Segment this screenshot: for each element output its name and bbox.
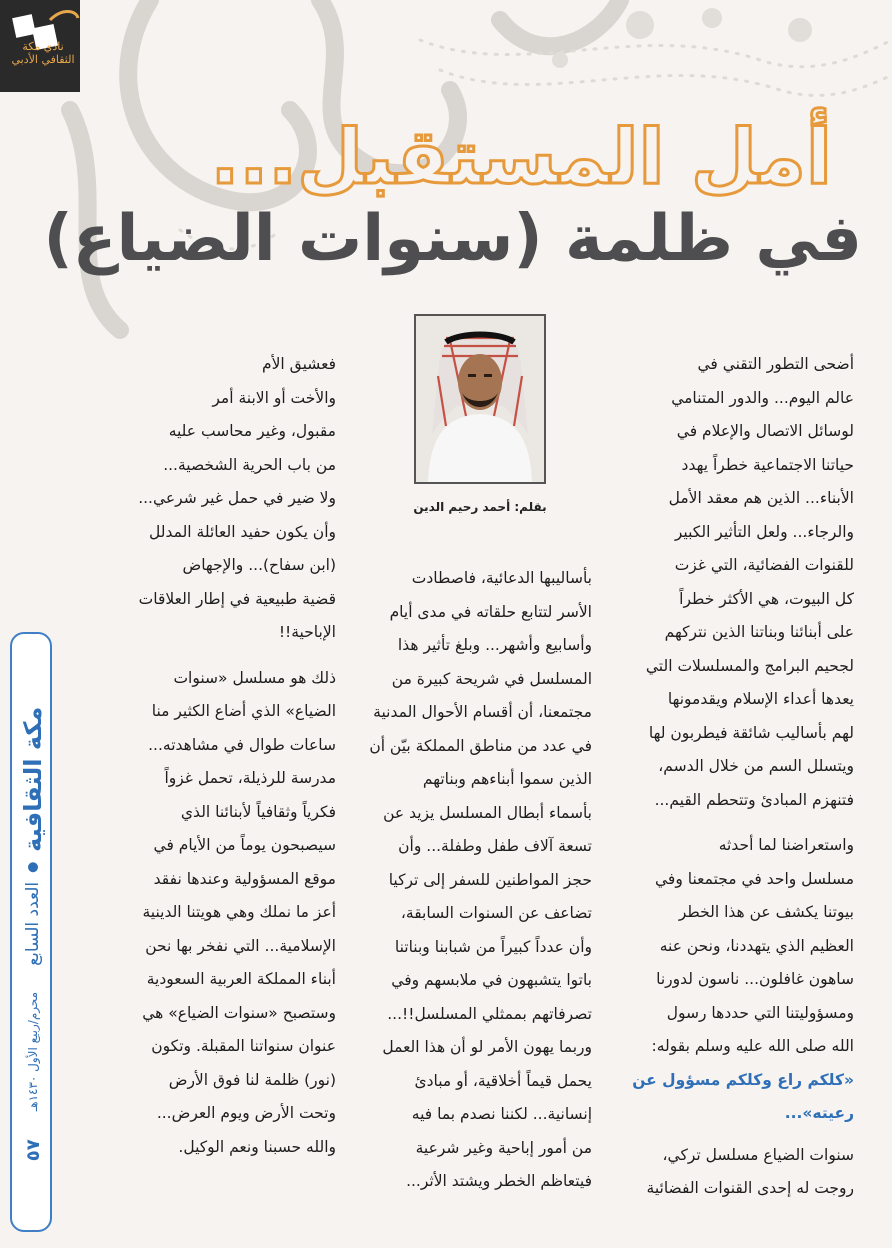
text-line: مسلسل واحد في مجتمعنا وفي	[654, 869, 854, 888]
text-line: الأسر لتتابع حلقاته في مدى أيام	[389, 602, 592, 621]
text-line: يعدها أعداء الإسلام ويقدمونها	[667, 690, 854, 708]
text-line: سيصبحون يوماً من الأيام في	[153, 836, 336, 854]
text-line: قضية طبيعية في إطار العلاقات	[138, 589, 336, 608]
text-line: (ابن سفاح)... والإجهاض	[182, 556, 336, 574]
text-line: «كلكم راع وكلكم مسؤول عن	[632, 1070, 854, 1089]
issue-label: العدد السابع	[23, 881, 43, 966]
text-line: ومسؤوليتنا التي حددها رسول	[666, 1003, 854, 1022]
text-line: وتحت الأرض ويوم العرض...	[156, 1104, 336, 1122]
column-right-lines	[616, 348, 854, 1064]
text-line: لهم بأساليب شائقة فيطربون لها	[648, 723, 854, 742]
text-line: المسلسل في شريحة كبيرة من	[391, 669, 592, 688]
text-line: الإباحية!!	[278, 623, 336, 641]
text-line: تضاعف عن السنوات السابقة،	[400, 904, 592, 922]
magazine-sidebar	[10, 632, 52, 1232]
text-line: روجت له إحدى القنوات الفضائية	[646, 1179, 854, 1197]
text-line: مقبول، وغير محاسب عليه	[168, 422, 336, 440]
text-line: مجتمعنا، أن أقسام الأحوال المدنية	[373, 703, 592, 721]
text-line: ويتسلل السم من خلال الدسم،	[658, 757, 854, 775]
text-line: أعز ما نملك وهي هويتنا الدينية	[142, 903, 336, 921]
text-line: أضحى التطور التقني في	[697, 355, 854, 373]
text-line: وأن عدداً كبيراً من شبابنا وبناتنا	[394, 937, 592, 956]
text-line: عالم اليوم... والدور المتنامي	[671, 388, 854, 407]
text-line: على أبنائنا وبناتنا الذين نتركهم	[664, 623, 854, 641]
bullet-dot-icon	[28, 862, 38, 872]
text-line: بأساليبها الدعائية، فاصطادت	[411, 569, 592, 587]
sidebar-content	[19, 707, 47, 1162]
author-byline: بقلم: أحمد رحيم الدين	[413, 500, 547, 514]
text-line: وأسابيع وأشهر... وبلغ تأثير هذا	[397, 636, 592, 654]
column-left-lines	[84, 348, 336, 1164]
text-line: واستعراضنا لما أحدثه	[718, 836, 854, 854]
text-line: في عدد من مناطق المملكة بيّن أن	[369, 736, 592, 755]
text-line: ساهون غافلون... ناسون لدورنا	[656, 970, 854, 988]
club-logo	[0, 0, 80, 92]
text-line: ساعات طوال في مشاهدته...	[148, 735, 336, 754]
article-subtitle: في ظلمة (سنوات الضياع)	[43, 202, 862, 276]
column-right-end-lines	[616, 1139, 854, 1206]
text-line: الذين سموا أبناءهم وبناتهم	[422, 770, 592, 788]
magazine-name: مكة الثقافية	[19, 706, 47, 852]
text-line: إنسانية... لكننا نصدم بما فيه	[411, 1105, 592, 1123]
text-line: تسعة آلاف طفل وطفلة... وأن	[398, 837, 592, 855]
text-line: رعيته»...	[784, 1104, 854, 1122]
text-line: الضياع» الذي أضاع الكثير منا	[151, 702, 336, 720]
issue-date: محرم/ربيع الأول ١٤٣٠هـ	[26, 991, 40, 1112]
text-line: الأبناء... الذين هم معقد الأمل	[668, 489, 854, 507]
article-column-left	[84, 348, 336, 1164]
hadith-quote	[616, 1064, 854, 1131]
text-line: يحمل قيماً أخلاقية، أو مبادئ	[414, 1071, 592, 1090]
text-line: والرجاء... ولعل التأثير الكبير	[674, 522, 854, 541]
logo-text: نادي مكة الثقافي الأدبي	[11, 40, 75, 66]
text-line: تصرفاتهم بممثلي المسلسل!!...	[387, 1004, 592, 1023]
text-line: الإسلامية... التي نفخر بها نحن	[145, 936, 336, 955]
text-line: فعشيق الأم	[262, 355, 336, 373]
author-photo	[414, 314, 546, 484]
text-line: لجحيم البرامج والمسلسلات التي	[645, 656, 854, 675]
article-column-middle	[362, 562, 592, 1199]
text-line: من باب الحرية الشخصية...	[163, 455, 336, 474]
text-line: سنوات الضياع مسلسل تركي،	[662, 1145, 854, 1164]
text-line: للقنوات الفضائية، التي غزت	[674, 556, 854, 574]
text-line: والله حسبنا ونعم الوكيل.	[178, 1137, 336, 1156]
column-middle-lines	[362, 562, 592, 1199]
article-title: أمل المستقبل...	[210, 112, 832, 201]
text-line: لوسائل الاتصال والإعلام في	[676, 422, 854, 440]
text-line: (نور) ظلمة لنا فوق الأرض	[168, 1070, 336, 1089]
text-line: مدرسة للرذيلة، تحمل غزواً	[164, 769, 336, 787]
text-line: ولا ضير في حمل غير شرعي...	[138, 489, 336, 507]
text-line: ذلك هو مسلسل «سنوات	[173, 668, 336, 687]
text-line: كل البيوت، هي الأكثر خطراً	[679, 589, 854, 608]
page-number: ٥٧	[22, 1139, 44, 1162]
text-line: العظيم الذي يتهددنا، ونحن عنه	[659, 936, 854, 955]
text-line: حياتنا الاجتماعية خطراً يهدد	[681, 455, 854, 474]
article-column-right	[616, 348, 854, 1206]
author-portrait-icon	[416, 316, 544, 482]
text-line: بأسماء أبطال المسلسل يزيد عن	[383, 803, 592, 822]
text-line: فتنهزم المبادئ وتتحطم القيم...	[654, 790, 854, 809]
text-line: بيوتنا يكشف عن هذا الخطر	[678, 903, 854, 921]
text-line: عنوان سنواتنا المقبلة. وتكون	[151, 1037, 336, 1055]
text-line: حجز المواطنين للسفر إلى تركيا	[388, 870, 592, 889]
text-line: وستصبح «سنوات الضياع» هي	[142, 1003, 336, 1022]
text-line: وأن يكون حفيد العائلة المدلل	[149, 522, 336, 541]
text-line: والأخت أو الابنة أمر	[212, 388, 336, 407]
text-line: الله صلى الله عليه وسلم بقوله:	[651, 1037, 854, 1055]
text-line: باتوا يتشبهون في ملابسهم وفي	[391, 971, 592, 989]
text-line: أبناء المملكة العربية السعودية	[146, 970, 336, 988]
text-line: من أمور إباحية وغير شرعية	[415, 1138, 592, 1157]
text-line: فكرياً وثقافياً لأبنائنا الذي	[180, 802, 336, 821]
text-line: موقع المسؤولية وعندها نفقد	[153, 869, 336, 888]
text-line: وربما يهون الأمر لو أن هذا العمل	[382, 1038, 592, 1056]
text-line: فيتعاظم الخطر ويشتد الأثر...	[406, 1172, 592, 1190]
